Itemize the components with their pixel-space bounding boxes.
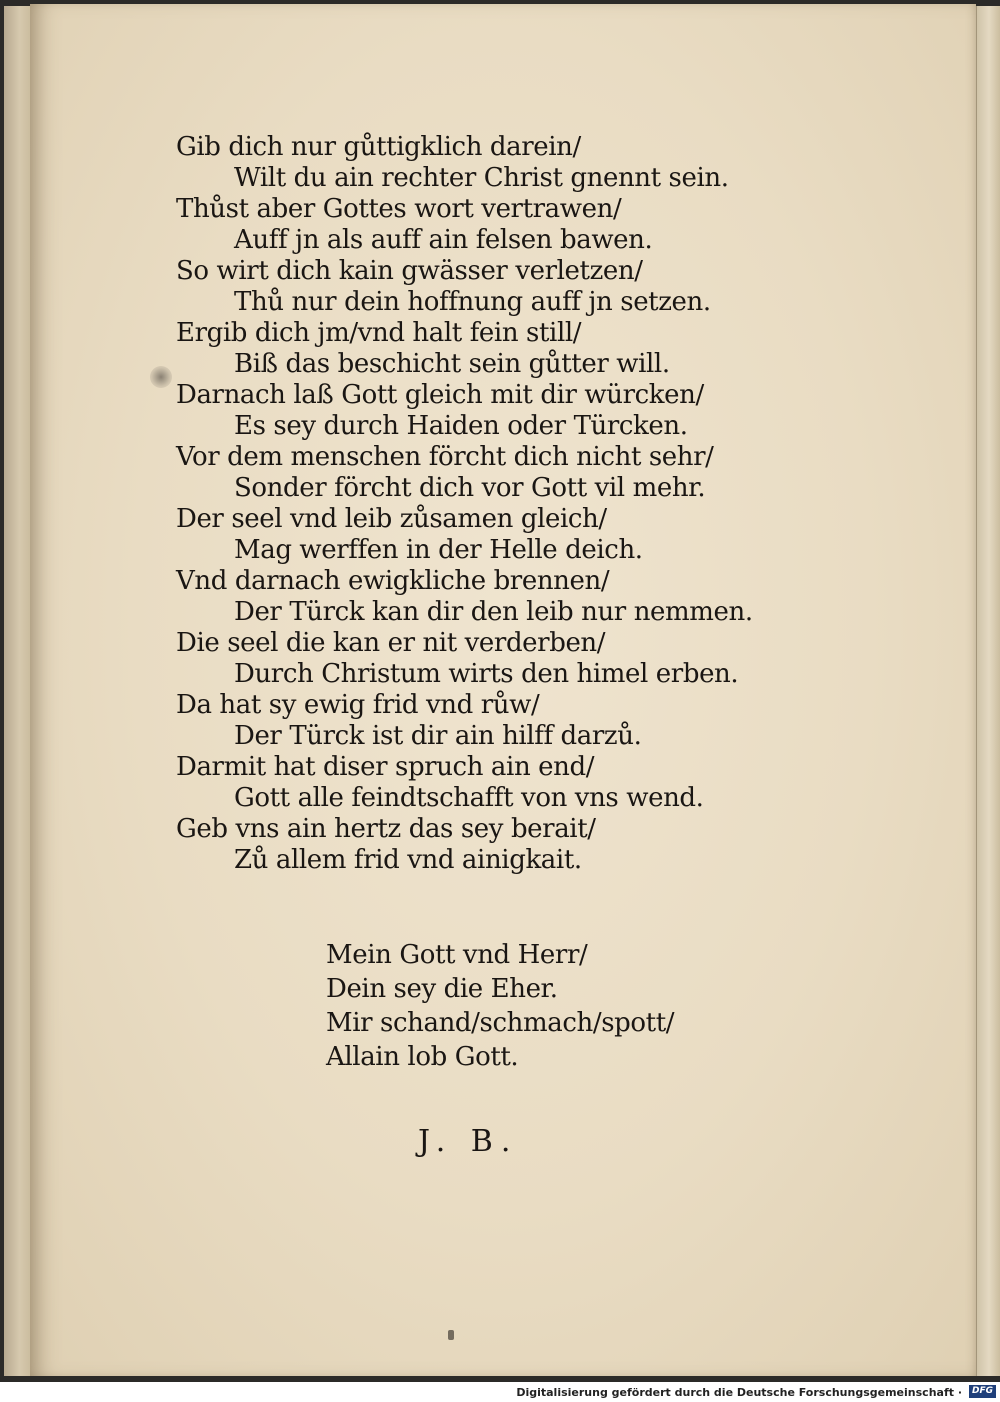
ink-smudge bbox=[150, 366, 172, 388]
verse-line: Thů nur dein hoffnung auff jn setzen. bbox=[234, 287, 711, 317]
funding-credit: Digitalisierung gefördert durch die Deutsche Forschungsgemeinschaft · bbox=[516, 1386, 962, 1399]
verse-line: Es sey durch Haiden oder Türcken. bbox=[234, 411, 688, 441]
verse-line: Mag werffen in der Helle deich. bbox=[234, 535, 643, 565]
ink-mark bbox=[448, 1330, 454, 1340]
verse-line: Auff jn als auff ain felsen bawen. bbox=[234, 225, 653, 255]
verse-line: So wirt dich kain gwässer verletzen/ bbox=[176, 256, 643, 286]
footer-credit-bar bbox=[0, 1382, 1000, 1402]
verse-line: Der seel vnd leib zůsamen gleich/ bbox=[176, 504, 607, 534]
verse-line: Zů allem frid vnd ainigkait. bbox=[234, 845, 582, 875]
verse-line: Die seel die kan er nit verderben/ bbox=[176, 628, 606, 658]
motto-line: Dein sey die Eher. bbox=[326, 974, 558, 1004]
author-initials: J. B. bbox=[418, 1124, 519, 1159]
motto-line: Mein Gott vnd Herr/ bbox=[326, 940, 588, 970]
verse-line: Durch Christum wirts den himel erben. bbox=[234, 659, 739, 689]
motto-line: Mir schand/schmach/spott/ bbox=[326, 1008, 675, 1038]
verse-line: Geb vns ain hertz das sey berait/ bbox=[176, 814, 596, 844]
verse-line: Der Türck ist dir ain hilff darzů. bbox=[234, 721, 642, 751]
verse-line: Thůst aber Gottes wort vertrawen/ bbox=[176, 194, 622, 224]
verse-line: Der Türck kan dir den leib nur nemmen. bbox=[234, 597, 753, 627]
motto-line: Allain lob Gott. bbox=[326, 1042, 519, 1072]
left-page-edge bbox=[4, 6, 31, 1376]
verse-line: Gott alle feindtschafft von vns wend. bbox=[234, 783, 704, 813]
verse-line: Vor dem menschen förcht dich nicht sehr/ bbox=[176, 442, 714, 472]
motto-block bbox=[326, 938, 686, 1074]
right-page-edge bbox=[976, 6, 1000, 1376]
verse-line: Darmit hat diser spruch ain end/ bbox=[176, 752, 595, 782]
verse-line: Wilt du ain rechter Christ gnennt sein. bbox=[234, 163, 729, 193]
verse-line: Sonder förcht dich vor Gott vil mehr. bbox=[234, 473, 706, 503]
verse-line: Vnd darnach ewigkliche brennen/ bbox=[176, 566, 610, 596]
verse-line: Ergib dich jm/vnd halt fein still/ bbox=[176, 318, 582, 348]
verse-line: Gib dich nur gůttigklich darein/ bbox=[176, 132, 581, 162]
dfg-logo-icon: DFG bbox=[969, 1385, 996, 1398]
verse-line: Biß das beschicht sein gůtter will. bbox=[234, 349, 670, 379]
verse-line: Da hat sy ewig frid vnd růw/ bbox=[176, 690, 540, 720]
verse-line: Darnach laß Gott gleich mit dir würcken/ bbox=[176, 380, 704, 410]
verse-text-block bbox=[176, 132, 753, 876]
